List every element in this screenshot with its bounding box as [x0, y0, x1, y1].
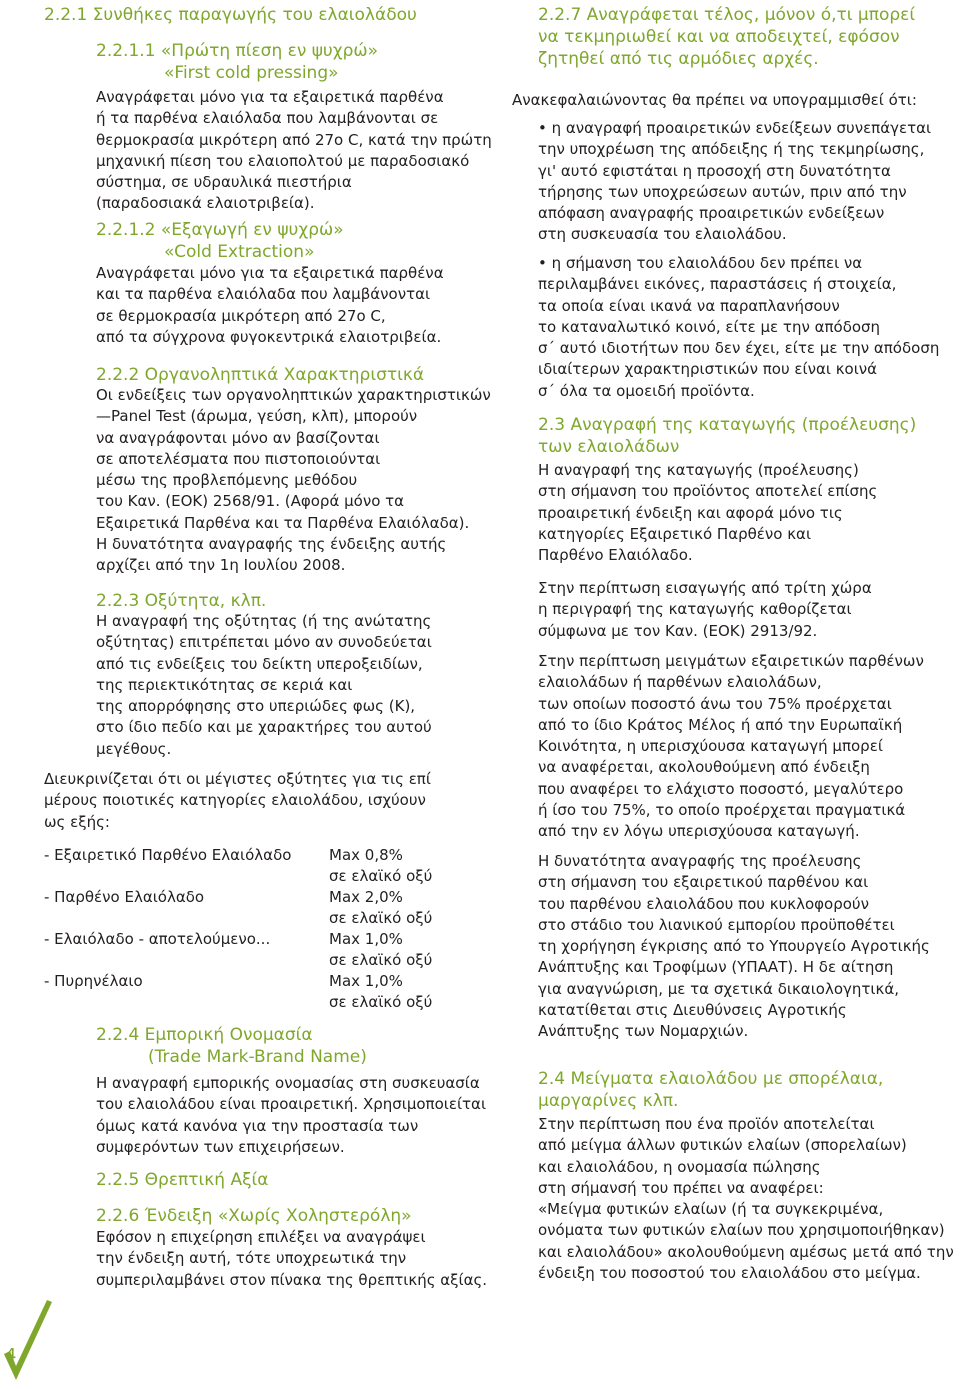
section-2-2-2-body	[44, 385, 496, 577]
section-2-3-title-line1: 2.3 Αναγραφή της καταγωγής (προέλευσης)	[538, 415, 917, 435]
section-2-2-4-title-greek: 2.2.4 Εμπορική Ονομασία	[96, 1025, 313, 1045]
section-2-2-1-2-title-greek: 2.2.1.2 «Εξαγωγή εν ψυχρώ»	[96, 220, 344, 240]
text-line: να τεκμηριωθεί και να αποδειχτεί, εφόσον	[538, 27, 900, 47]
text-line: κατηγορίες Εξαιρετικό Παρθένο και	[538, 524, 812, 543]
text-line: το καταναλωτικό κοινό, είτε με την απόδοση	[538, 317, 881, 336]
clarification-text	[44, 769, 496, 833]
text-line: μεγέθους.	[96, 739, 172, 758]
text-line: στη σήμανσή του πρέπει να αναφέρει:	[538, 1178, 824, 1197]
text-line: και ελαιολάδου» ακολουθούμενη αμέσως μετά από την	[538, 1242, 954, 1261]
section-2-2-1-2-body	[44, 263, 496, 348]
text-line: σύμφωνα με τον Καν. (ΕΟΚ) 2913/92.	[538, 621, 818, 640]
section-2-2-1-1-title	[44, 40, 496, 84]
text-line: οξύτητας) επιτρέπεται μόνο αν συνοδεύεται	[96, 633, 432, 652]
grade-value: Max 0,8%	[329, 846, 403, 864]
section-2-2-2-title: 2.2.2 Οργανοληπτικά Χαρακτηριστικά	[96, 365, 425, 385]
text-line: συμφερόντων των επιχειρήσεων.	[96, 1137, 345, 1156]
grade-unit: σε ελαϊκό οξύ	[329, 993, 433, 1011]
text-line: Στην περίπτωση εισαγωγής από τρίτη χώρα	[538, 579, 872, 597]
text-line: απόφαση αναγραφής προαιρετικών ενδείξεων	[538, 204, 885, 223]
text-line: —Panel Test (άρωμα, γεύση, κλπ), μπορούν	[96, 407, 418, 426]
text-line: από τα σύγχρονα φυγοκεντρικά ελαιοτριβεία.	[96, 327, 442, 346]
text-line: σ΄ αυτό ιδιοτήτων που δεν έχει, είτε με την απόδοση	[538, 339, 940, 358]
text-line: η περιγραφή της καταγωγής καθορίζεται	[538, 600, 852, 619]
text-line: Η δυνατότητα αναγραφής της προέλευσης	[538, 852, 862, 870]
bullet-1	[538, 118, 958, 246]
text-line: Η αναγραφή εμπορικής ονομασίας στη συσκευασία	[96, 1074, 480, 1092]
text-line: ως εξής:	[44, 812, 110, 831]
section-2-3-para-1	[538, 460, 958, 566]
grade-value: Max 1,0%	[329, 930, 403, 948]
text-line: Διευκρινίζεται ότι οι μέγιστες οξύτητες για τις επί	[44, 770, 431, 788]
text-line: των οποίων ποσοστό άνω του 75% προέρχεται	[538, 694, 892, 713]
grade-name: - Παρθένο Ελαιόλαδο	[44, 888, 205, 906]
text-line: Κοινότητα, η υπερισχύουσα καταγωγή μπορεί	[538, 737, 883, 756]
text-line: μέσω της προβλεπόμενης μεθόδου	[96, 471, 358, 490]
section-2-2-4-body	[44, 1073, 496, 1158]
section-2-2-4-title	[44, 1024, 496, 1068]
text-line: σε αποτελέσματα που πιστοποιούνται	[96, 449, 381, 468]
text-line: αρχίζει από την 1η Ιουλίου 2008.	[96, 556, 346, 575]
grade-value: Max 1,0%	[329, 972, 403, 990]
text-line: στη συσκευασία του ελαιολάδου.	[538, 225, 787, 244]
text-line: στη σήμανση του προϊόντος αποτελεί επίσης	[538, 482, 878, 501]
section-2-2-1-1-body	[44, 87, 496, 215]
page-number: 4	[5, 1345, 17, 1366]
text-line: γι' αυτό εφιστάται η προσοχή στη δυνατότητα	[538, 161, 891, 180]
section-2-2-1-title: 2.2.1 Συνθήκες παραγωγής του ελαιολάδου	[44, 5, 417, 25]
text-line: την ένδειξη αυτή, τότε υποχρεωτικά την	[96, 1249, 407, 1268]
text-line: την υποχρέωση της απόδειξης ή της τεκμηρίωσης,	[538, 140, 925, 159]
section-2-2-6-title: 2.2.6 Ένδειξη «Χωρίς Χοληστερόλη»	[96, 1206, 412, 1226]
text-line: «Μείγμα φυτικών ελαίων (ή τα συγκεκριμένα,	[538, 1200, 884, 1219]
text-line: της περιεκτικότητας σε κεριά και	[96, 675, 353, 694]
text-line: στο ίδιο πεδίο και με χαρακτήρες του αυτού	[96, 718, 432, 737]
text-line: ένδειξη του ποσοστού του ελαιολάδου στο μείγμα.	[538, 1264, 921, 1283]
section-2-3-para-2	[538, 578, 958, 642]
text-line: Εφόσον η επιχείρηση επιλέξει να αναγράψει	[96, 1228, 426, 1246]
checkmark-icon	[0, 1296, 56, 1386]
grade-unit: σε ελαϊκό οξύ	[329, 951, 433, 969]
text-line: σ΄ όλα τα ομοειδή προϊόντα.	[538, 381, 755, 400]
section-2-2-4-title-english: (Trade Mark-Brand Name)	[148, 1047, 367, 1067]
section-2-4-title	[538, 1068, 958, 1112]
text-line: από την εν λόγω υπερισχύουσα καταγωγή.	[538, 822, 860, 841]
text-line: τα οποία είναι ικανά να παραπλανήσουν	[538, 296, 840, 315]
text-line: που αναφέρει το ελάχιστο ποσοστό, μεγαλύτερο	[538, 779, 904, 798]
grade-name: - Πυρηνέλαιο	[44, 972, 143, 990]
text-line: στη σήμανση του εξαιρετικού παρθένου και	[538, 873, 869, 892]
text-line: θερμοκρασία μικρότερη από 27ο C, κατά την πρώτη	[96, 130, 492, 149]
text-line: από το ίδιο Κράτος Μέλος ή από την Ευρωπαϊκή	[538, 715, 903, 734]
section-2-2-3-body	[44, 611, 496, 760]
text-line: και ελαιολάδου, η ονομασία πώλησης	[538, 1157, 821, 1176]
text-line: Ανάπτυξης των Νομαρχιών.	[538, 1022, 749, 1041]
text-line: του ελαιολάδου είναι προαιρετική. Χρησιμοποιείται	[96, 1095, 487, 1114]
section-2-3-para-4	[538, 851, 958, 1043]
text-line: προαιρετική ένδειξη και αφορά μόνο τις	[538, 503, 843, 522]
text-line: Αναγράφεται μόνο για τα εξαιρετικά παρθένα	[96, 88, 444, 106]
text-line: Εξαιρετικά Παρθένα και τα Παρθένα Ελαιόλαδα).	[96, 513, 470, 532]
text-line: όμως κατά κανόνα για την προστασία των	[96, 1116, 419, 1135]
section-2-4-body	[538, 1114, 958, 1284]
text-line: Παρθένο Ελαιόλαδο.	[538, 546, 693, 565]
text-line: ή τα παρθένα ελαιόλαδα που λαμβάνονται σε	[96, 109, 439, 128]
section-2-2-1-1-title-english: «First cold pressing»	[164, 63, 339, 83]
grade-name: - Ελαιόλαδο - αποτελούμενο...	[44, 930, 271, 948]
text-line: ονόματα των φυτικών ελαίων που χρησιμοποιήθηκαν)	[538, 1221, 945, 1240]
grade-name: - Εξαιρετικό Παρθένο Ελαιόλαδο	[44, 846, 292, 864]
text-line: μηχανική πίεση του ελαιοπολτού με παραδοσιακό	[96, 151, 470, 170]
section-2-2-1-2-title	[44, 219, 496, 263]
text-line: να αναγράφονται μόνο αν βασίζονται	[96, 428, 380, 447]
text-line: Η δυνατότητα αναγραφής της ένδειξης αυτής	[96, 535, 447, 554]
section-2-3-title	[538, 414, 958, 458]
section-2-2-7	[538, 4, 958, 70]
grade-unit: σε ελαϊκό οξύ	[329, 867, 433, 885]
text-line: της απορρόφησης στο υπεριώδες φως (Κ),	[96, 697, 416, 716]
section-2-2-1-2-title-english: «Cold Extraction»	[164, 242, 315, 262]
section-2-4-title-line2: μαργαρίνες κλπ.	[538, 1091, 679, 1111]
text-line: περιλαμβάνει εικόνες, παραστάσεις ή στοιχεία,	[538, 275, 897, 294]
text-line: ιδιαίτερων χαρακτηριστικών που είναι κοινά	[538, 360, 878, 379]
text-line: 2.2.7 Αναγράφεται τέλος, μόνον ό,τι μπορεί	[538, 5, 916, 25]
section-2-2-1-1-title-greek: 2.2.1.1 «Πρώτη πίεση εν ψυχρώ»	[96, 41, 379, 61]
section-2-3-para-3	[538, 651, 958, 843]
text-line: ζητηθεί από τις αρμόδιες αρχές.	[538, 49, 819, 69]
section-2-3-title-line2: των ελαιολάδων	[538, 437, 680, 457]
grade-unit: σε ελαϊκό οξύ	[329, 909, 433, 927]
text-line: • η σήμανση του ελαιολάδου δεν πρέπει να	[538, 254, 863, 272]
text-line: Αναγράφεται μόνο για τα εξαιρετικά παρθένα	[96, 264, 444, 282]
text-line: Στην περίπτωση μειγμάτων εξαιρετικών παρθένων	[538, 652, 924, 670]
text-line: Ανάπτυξης και Τροφίμων (ΥΠΑΑΤ). Η δε αίτηση	[538, 958, 894, 977]
text-line: (παραδοσιακά ελαιοτριβεία).	[96, 194, 315, 213]
text-line: στο στάδιο του λιανικού εμπορίου προϋποθέτει	[538, 915, 895, 934]
text-line: σε θερμοκρασία μικρότερη από 27ο C,	[96, 306, 386, 325]
text-line: του παρθένου ελαιολάδου που κυκλοφορούν	[538, 894, 869, 913]
section-2-2-5-title: 2.2.5 Θρεπτική Αξία	[96, 1170, 269, 1190]
text-line: Στην περίπτωση που ένα προϊόν αποτελείται	[538, 1115, 875, 1133]
text-line: ή ίσο του 75%, το οποίο προέρχεται πραγματικά	[538, 801, 906, 820]
text-line: τη χορήγηση έγκρισης από το Υπουργείο Αγροτικής	[538, 937, 930, 956]
text-line: για αναγνώριση, με τα σχετικά δικαιολογητικά,	[538, 979, 899, 998]
section-2-2-6-body	[44, 1227, 496, 1291]
text-line: τήρησης των υποχρεώσεων αυτών, πριν από την	[538, 182, 907, 201]
recap-text: Ανακεφαλαιώνοντας θα πρέπει να υπογραμμισθεί ότι:	[512, 91, 917, 109]
text-line: και τα παρθένα ελαιόλαδα που λαμβάνονται	[96, 285, 431, 304]
text-line: Η αναγραφή της καταγωγής (προέλευσης)	[538, 461, 859, 479]
section-2-2-3-title: 2.2.3 Οξύτητα, κλπ.	[96, 591, 267, 611]
section-2-4-title-line1: 2.4 Μείγματα ελαιολάδου με σπορέλαια,	[538, 1069, 884, 1089]
text-line: • η αναγραφή προαιρετικών ενδείξεων συνεπάγεται	[538, 119, 932, 137]
text-line: ελαιολάδων ή παρθένων ελαιολάδων,	[538, 673, 822, 692]
text-line: σύστημα, σε υδραυλικά πιεστήρια	[96, 173, 352, 192]
text-line: κατατίθεται στις Διευθύνσεις Αγροτικής	[538, 1001, 847, 1020]
text-line: του Καν. (ΕΟΚ) 2568/91. (Αφορά μόνο τα	[96, 492, 405, 511]
text-line: Οι ενδείξεις των οργανοληπτικών χαρακτηριστικών	[96, 386, 491, 404]
text-line: από τις ενδείξεις του δείκτη υπεροξειδίων,	[96, 654, 423, 673]
text-line: Η αναγραφή της οξύτητας (ή της ανώτατης	[96, 612, 432, 630]
text-line: συμπεριλαμβάνει στον πίνακα της θρεπτικής αξίας.	[96, 1270, 488, 1289]
text-line: μέρους ποιοτικές κατηγορίες ελαιολάδου, ισχύουν	[44, 791, 426, 810]
text-line: από μείγμα άλλων φυτικών ελαίων (σπορελαίων)	[538, 1136, 907, 1155]
bullet-2	[538, 253, 958, 402]
grade-value: Max 2,0%	[329, 888, 403, 906]
text-line: να αναφέρεται, ακολουθούμενη από ένδειξη	[538, 758, 870, 777]
